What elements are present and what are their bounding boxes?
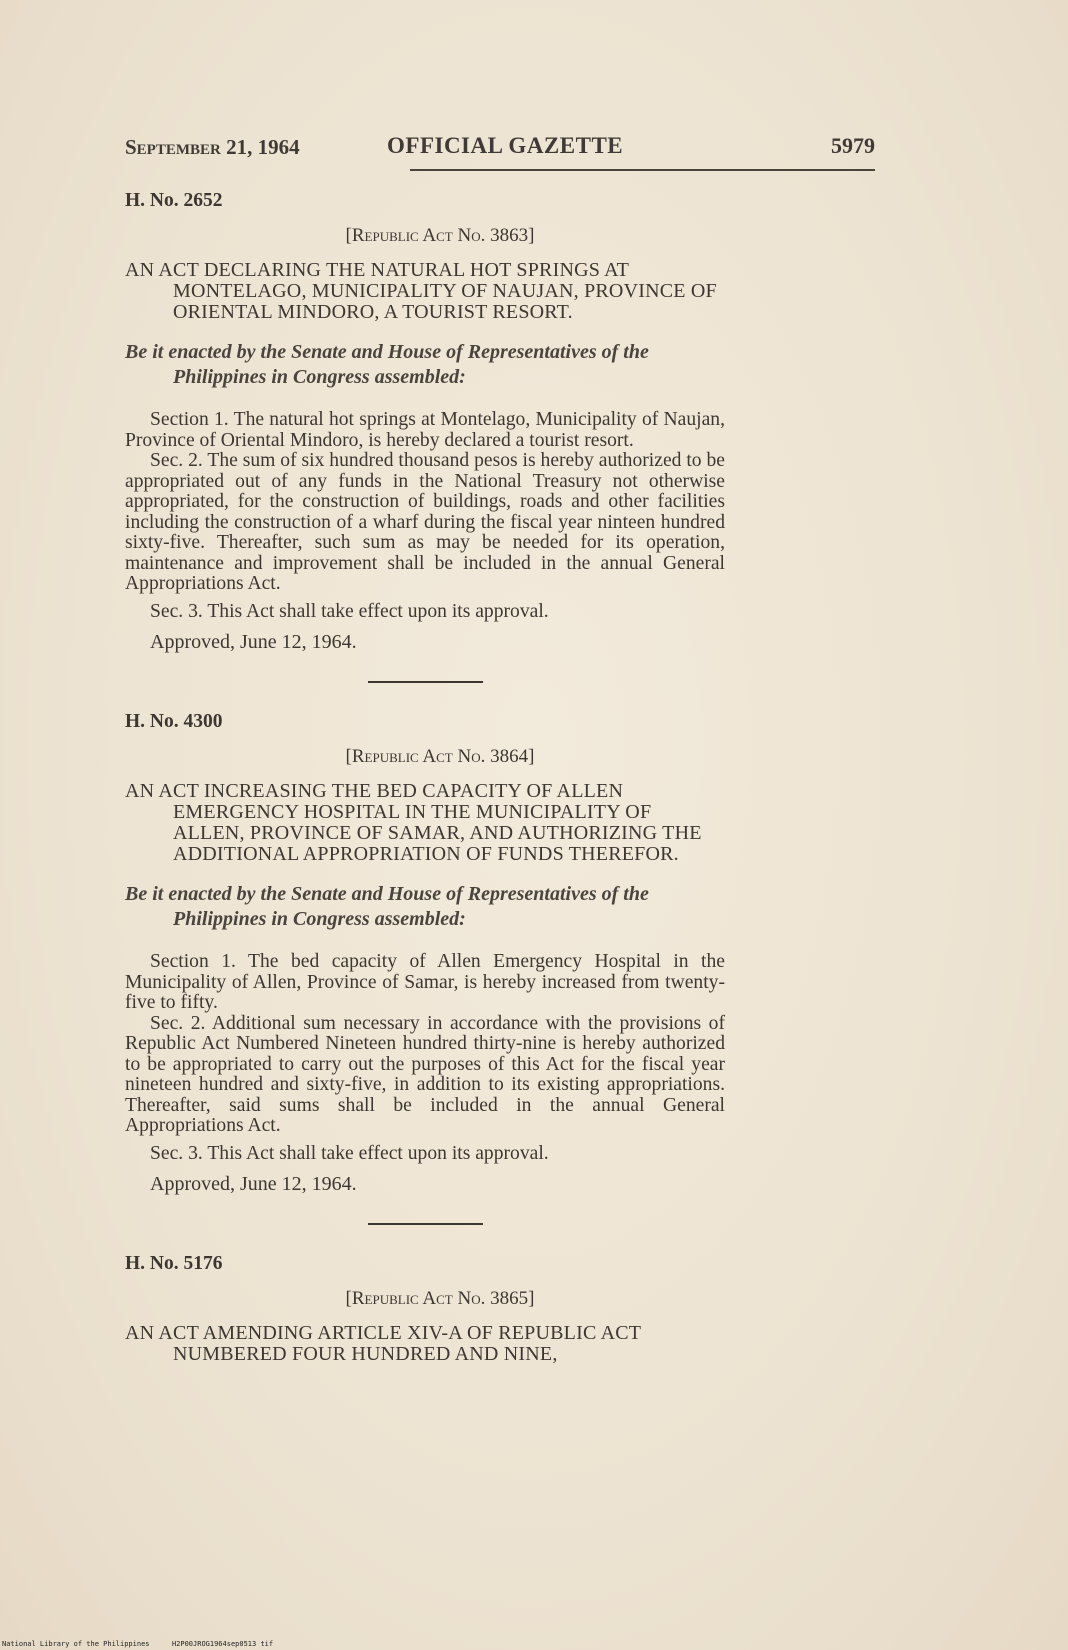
section-2: Sec. 2. The sum of six hundred thousand pesos is hereby authorized to be appropriated out of any funds in the National Treasury not otherwise appropriated, for the construction of buildings, roads and other facilities including the construction of a wharf during the fiscal year ninteen hundred sixty-five. Thereafter, such sum as may be needed for its operation, maintenance and improvement shall be included in the annual General Appropriations Act. <box>125 450 725 594</box>
page-content <box>125 190 725 1382</box>
enacting-clause: Be it enacted by the Senate and House of Representatives of the Philippines in Congress assembled: <box>125 341 649 388</box>
act-3865 <box>125 1253 725 1365</box>
footer-library: National Library of the Philippines <box>2 1640 150 1648</box>
act-title: AN ACT DECLARING THE NATURAL HOT SPRINGS AT MONTELAGO, MUNICIPALITY OF NAUJAN, PROVINCE OF ORIENTAL MINDORO, A TOURIST RESORT. <box>125 259 717 323</box>
header-title: OFFICIAL GAZETTE <box>387 133 624 158</box>
approval-date: Approved, June 12, 1964. <box>150 631 357 653</box>
act-title: AN ACT INCREASING THE BED CAPACITY OF ALLEN EMERGENCY HOSPITAL IN THE MUNICIPALITY OF ALLEN, PROVINCE OF SAMAR, AND AUTHORIZING THE ADDITIONAL APPROPRIATION OF FUNDS THEREFOR. <box>125 780 702 865</box>
republic-act-number: [Republic Act No. 3865] <box>345 1288 535 1309</box>
section-2: Sec. 2. Additional sum necessary in accordance with the provisions of Republic Act Numbered Nineteen hundred thirty-nine is hereby authorized to be appropriated to carry out the purposes of this Act for the fiscal year nineteen hundred and sixty-five, in addition to its existing appropriations. Thereafter, said sums shall be included in the annual General Appropriations Act. <box>125 1012 725 1136</box>
section-3: Sec. 3. This Act shall take effect upon its approval. <box>150 1142 549 1164</box>
header-rule <box>410 169 875 171</box>
page-header <box>125 131 875 161</box>
republic-act-number: [Republic Act No. 3864] <box>345 746 535 767</box>
header-date: September 21, 1964 <box>125 135 300 159</box>
footer-file: H2P00JROG1964sep0513 tif <box>171 1640 274 1648</box>
republic-act-number: [Republic Act No. 3863] <box>345 225 535 246</box>
act-3864 <box>125 711 725 1195</box>
scan-footer <box>2 1640 273 1648</box>
act-3863 <box>125 190 725 653</box>
enacting-clause: Be it enacted by the Senate and House of Representatives of the Philippines in Congress assembled: <box>125 883 649 930</box>
section-divider <box>368 681 483 683</box>
section-1: Section 1. The bed capacity of Allen Emergency Hospital in the Municipality of Allen, Province of Samar, is hereby increased from twenty-five to fifty. <box>125 951 725 1013</box>
house-bill-number: H. No. 2652 <box>125 190 223 211</box>
approval-date: Approved, June 12, 1964. <box>150 1173 357 1195</box>
house-bill-number: H. No. 4300 <box>125 711 223 732</box>
house-bill-number: H. No. 5176 <box>125 1253 223 1274</box>
act-title: AN ACT AMENDING ARTICLE XIV-A OF REPUBLIC ACT NUMBERED FOUR HUNDRED AND NINE, <box>125 1322 641 1365</box>
section-3: Sec. 3. This Act shall take effect upon its approval. <box>150 600 549 622</box>
section-divider <box>368 1223 483 1225</box>
section-1: Section 1. The natural hot springs at Montelago, Municipality of Naujan, Province of Oriental Mindoro, is hereby declared a tourist resort. <box>125 409 725 451</box>
page-number: 5979 <box>831 133 875 158</box>
